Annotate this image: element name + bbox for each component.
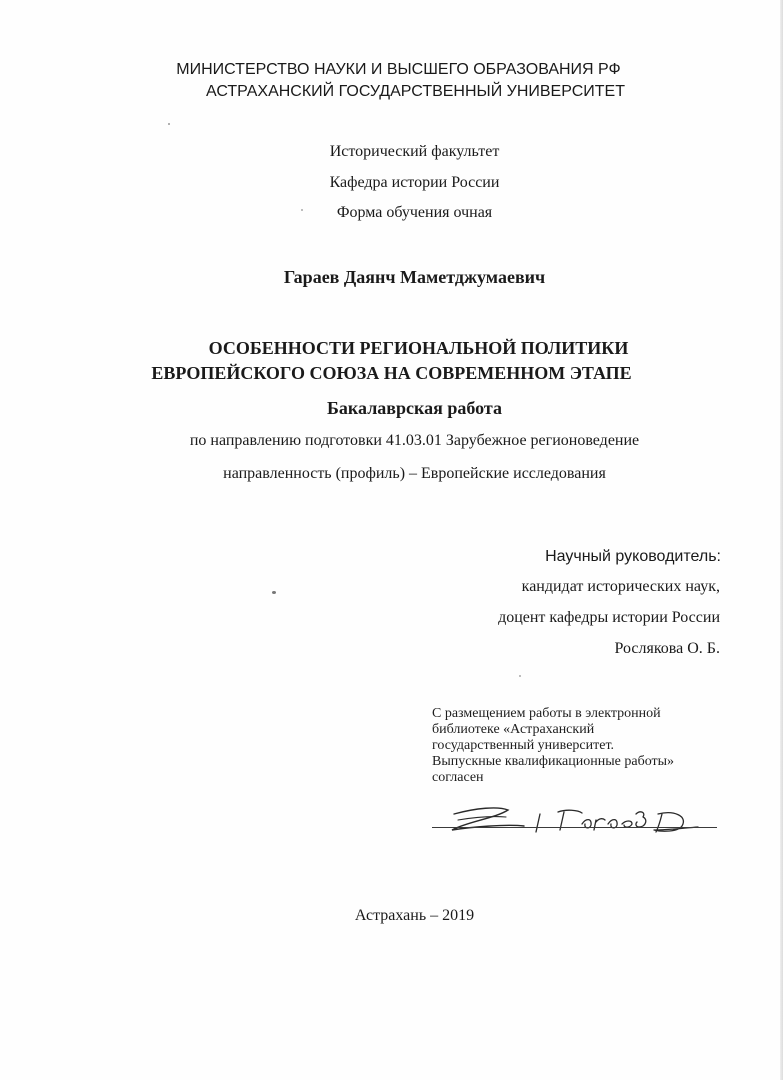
consent-line-4: Выпускные квалификационные работы» xyxy=(432,754,675,769)
direction-line-2: направленность (профиль) – Европейские исследования xyxy=(223,465,606,482)
study-form-line: Форма обучения очная xyxy=(336,204,493,221)
direction-line-1: по направлению подготовки 41.03.01 Зарубежное регионоведение xyxy=(189,432,640,449)
supervisor-degree: кандидат исторических наук, xyxy=(521,578,720,595)
author-name: Гараев Даянч Маметджумаевич xyxy=(283,267,546,287)
publication-consent xyxy=(432,706,732,786)
supervisor-name: Рослякова О. Б. xyxy=(614,640,720,657)
consent-line-1: С размещением работы в электронной xyxy=(432,706,661,721)
consent-line-2: библиотеке «Астраханский xyxy=(432,722,595,737)
work-type: Бакалаврская работа xyxy=(327,398,502,418)
signature-line xyxy=(432,827,717,828)
scan-speck xyxy=(272,591,276,594)
signature-name-text: Гараев Д xyxy=(436,800,440,801)
ministry-line: МИНИСТЕРСТВО НАУКИ И ВЫСШЕГО ОБРАЗОВАНИЯ РФ xyxy=(176,61,621,78)
department-line: Кафедра истории России xyxy=(329,174,500,191)
supervisor-heading: Научный руководитель: xyxy=(545,548,721,565)
university-line: АСТРАХАНСКИЙ ГОСУДАРСТВЕННЫЙ УНИВЕРСИТЕТ xyxy=(206,83,625,100)
faculty-line: Исторический факультет xyxy=(329,143,500,160)
scan-speck xyxy=(519,675,521,677)
scan-speck xyxy=(168,123,170,125)
scan-speck xyxy=(301,209,303,211)
consent-line-5: согласен xyxy=(432,770,484,785)
thesis-title-line-2: ЕВРОПЕЙСКОГО СОЮЗА НА СОВРЕМЕННОМ ЭТАПЕ xyxy=(151,363,632,383)
thesis-title-line-1: ОСОБЕННОСТИ РЕГИОНАЛЬНОЙ ПОЛИТИКИ xyxy=(208,338,629,358)
handwritten-signature xyxy=(436,800,726,840)
city-year: Астрахань – 2019 xyxy=(354,907,475,924)
consent-line-3: государственный университет. xyxy=(432,738,615,753)
supervisor-position: доцент кафедры истории России xyxy=(498,609,720,626)
